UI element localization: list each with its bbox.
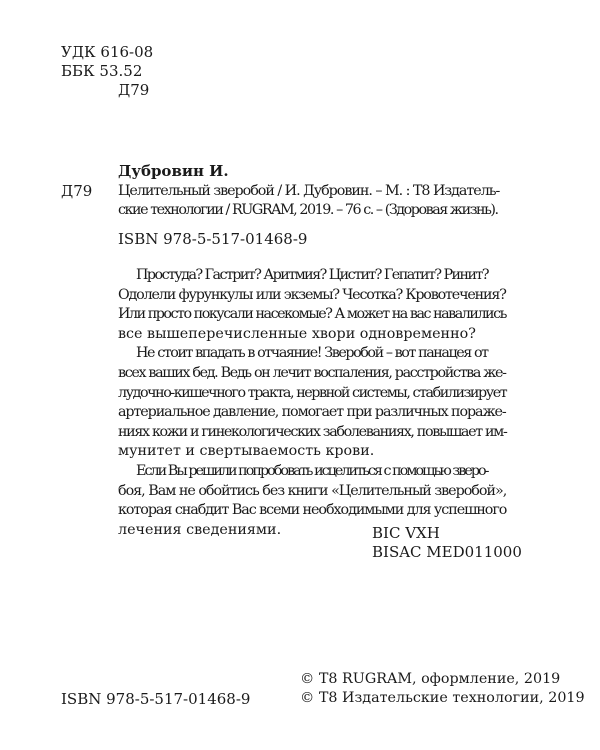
copyright-line: © Т8 Издательские технологии, 2019 [300, 690, 585, 706]
author-heading: Дубровин И. [118, 162, 229, 180]
annotation-paragraph [118, 344, 506, 462]
biblio-line: Целительный зверобой / И. Дубровин. – М. : Т8 Издатель- [118, 183, 500, 199]
bic-code: BIC VXH [372, 524, 440, 542]
text-line: боя, Вам не обойтись без книги «Целительный зверобой», [118, 482, 507, 499]
biblio-line: ские технологии / RUGRAM, 2019. – 76 с. – (Здоровая жизнь). [118, 202, 498, 218]
annotation [118, 266, 506, 540]
text-line: лудочно-кишечного тракта, нервной системы, стабилизирует [118, 384, 507, 401]
text-line: Или просто покусали насекомые? А может на вас навалились [118, 306, 506, 323]
author-index-top: Д79 [118, 81, 150, 99]
isbn-main: ISBN 978-5-517-01468-9 [118, 230, 308, 248]
copyright-line: © Т8 RUGRAM, оформление, 2019 [300, 671, 561, 687]
text-line: всех ваших бед. Ведь он лечит воспаления, расстройства же- [118, 364, 506, 381]
copyright-notice [300, 670, 585, 708]
text-line: артериальное давление, помогает при различных пораже- [118, 404, 506, 421]
text-line: Одолели фурункулы или экземы? Чесотка? Кровотечения? [118, 286, 506, 303]
bisac-code: BISAC MED011000 [372, 543, 522, 561]
author-index-side: Д79 [61, 182, 93, 200]
text-line: все вышеперечисленные хвори одновременно? [118, 325, 476, 342]
text-line: Простуда? Гастрит? Аритмия? Цистит? Гепатит? Ринит? [136, 267, 488, 283]
bibliographic-description [118, 182, 498, 220]
text-line: ниях кожи и гинекологических заболеваниях, повышает им- [118, 423, 507, 440]
annotation-paragraph [118, 266, 506, 344]
annotation-paragraph [118, 462, 506, 540]
isbn-bottom: ISBN 978-5-517-01468-9 [61, 690, 251, 708]
text-line: которая снабдит Вас всеми необходимыми для успешного [118, 502, 507, 519]
text-line: Не стоит впадать в отчаяние! Зверобой – вот панацея от [136, 345, 488, 362]
text-line: Если Вы решили попробовать исцелиться с помощью зверо- [136, 462, 488, 479]
text-line: мунитет и свертываемость крови. [118, 443, 375, 460]
bbk-code: ББК 53.52 [61, 62, 143, 80]
udk-code: УДК 616-08 [61, 43, 154, 61]
text-line: лечения сведениями. [118, 521, 282, 538]
